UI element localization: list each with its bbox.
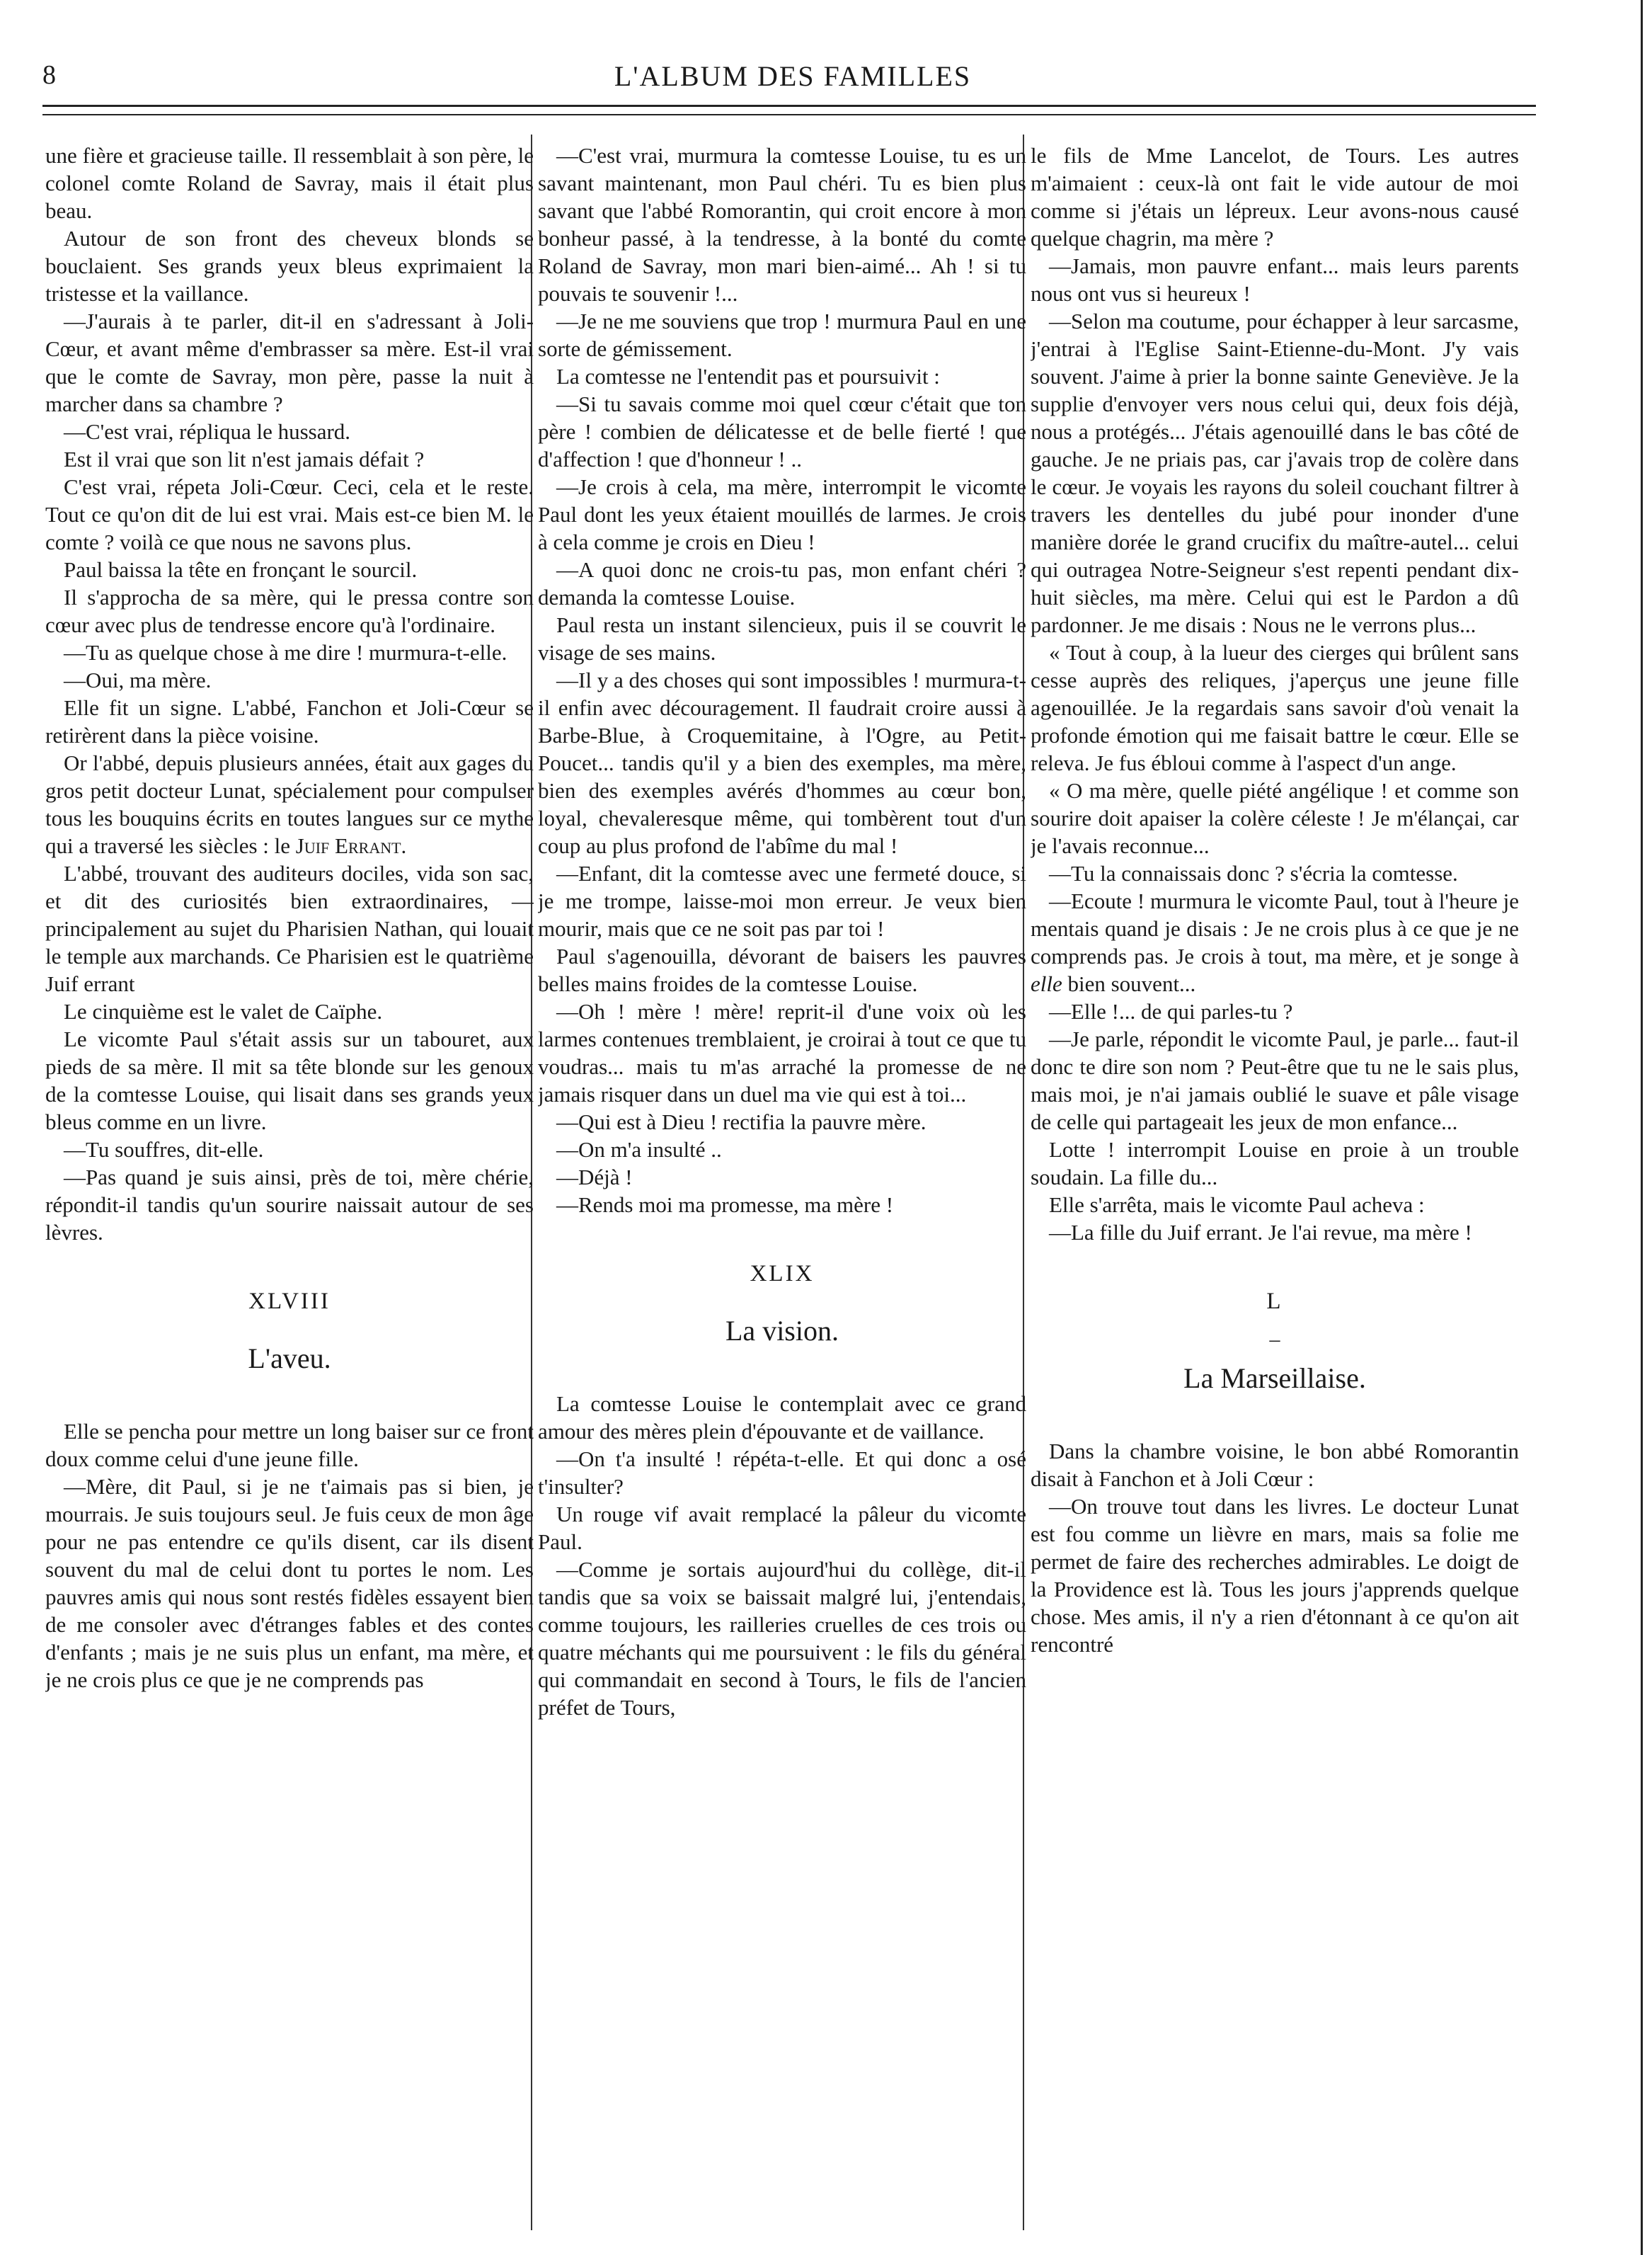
- paragraph: « Tout à coup, à la lueur des cierges qui brûlent sans cesse auprès des reliques, j'aperçus une jeune fille agenouillée. Je la regardais sans savoir d'où venait la profonde émotion qui me faisait battre le cœur. Elle se releva. Je fus ébloui comme à l'aspect d'un ange.: [1031, 640, 1519, 775]
- paragraph: C'est vrai, répeta Joli-Cœur. Ceci, cela et le reste. Tout ce qu'on dit de lui est vrai. Mais est-ce bien M. le comte ? voilà ce que nous ne savons plus.: [45, 474, 534, 554]
- paragraph: [45, 749, 534, 860]
- text-run: bien souvent...: [1062, 971, 1196, 996]
- paragraph: —Tu la connaissais donc ? s'écria la comtesse.: [1049, 861, 1458, 886]
- paragraph: Paul s'agenouilla, dévorant de baisers les pauvres belles mains froides de la comtesse Louise.: [538, 944, 1026, 996]
- column-3: [1031, 142, 1519, 2216]
- paragraph: Le vicomte Paul s'était assis sur un tabouret, aux pieds de sa mère. Il mit sa tête blonde sur les genoux de la comtesse Louise, qui lisait dans ses grands yeux bleus comme en un livre.: [45, 1027, 534, 1134]
- paragraph: —Il y a des choses qui sont impossibles ! murmura-t-il enfin avec découragement. Il faudrait croire aussi à Barbe-Blue, à Croquemitaine, à l'Ogre, au Petit-Poucet... tandis qu'il y a bien des exemples, ma mère, bien des exemples avérés d'hommes au cœur bon, loyal, chevaleresque même, qui tombèrent tout d'un coup au plus profond de l'abîme du mal !: [538, 668, 1026, 858]
- paragraph: —On trouve tout dans les livres. Le docteur Lunat est fou comme un lièvre en mars, mais sa folie me permet de faire des recherches admirables. Le doigt de la Providence est là. Tous les jours j'apprends quelque chose. Mes amis, il n'y a rien d'étonnant à ce qu'on ait rencontré: [1031, 1494, 1519, 1657]
- paragraph: L'abbé, trouvant des auditeurs dociles, vida son sac, et dit des curiosités bien extraordinaires, — principalement au sujet du Pharisien Nathan, qui louait le temple aux marchands. Ce Pharisien est le quatrième Juif errant: [45, 861, 534, 996]
- paragraph: —Déjà !: [556, 1165, 633, 1189]
- paragraph: —La fille du Juif errant. Je l'ai revue, ma mère !: [1049, 1220, 1472, 1245]
- paragraph: [1031, 887, 1519, 998]
- paragraph: —A quoi donc ne crois-tu pas, mon enfant chéri ? demanda la comtesse Louise.: [538, 557, 1026, 610]
- chapter-number: L: [1266, 1289, 1283, 1314]
- paragraph: Le cinquième est le valet de Caïphe.: [64, 999, 383, 1024]
- paragraph: —On m'a insulté ..: [556, 1137, 722, 1162]
- paragraph: —Oui, ma mère.: [64, 668, 212, 692]
- paragraph: —C'est vrai, murmura la comtesse Louise, tu es un savant maintenant, mon Paul chéri. Tu es bien plus savant que l'abbé Romorantin, qui croit encore à mon bonheur passé, à la tendresse, à la bonté du comte Roland de Savray, mon mari bien-aimé... Ah ! si tu pouvais te souvenir !...: [538, 143, 1026, 306]
- paragraph: Dans la chambre voisine, le bon abbé Romorantin disait à Fanchon et à Joli Cœur :: [1031, 1439, 1519, 1491]
- paragraph: La comtesse ne l'entendit pas et poursuivit :: [556, 364, 940, 389]
- paragraph: —Oh ! mère ! mère! reprit-il d'une voix où les larmes contenues tremblaient, je croirai à tout ce que tu voudras... mais tu m'as arraché la promesse de ne jamais risquer dans un duel ma vie qui est à toi...: [538, 999, 1026, 1107]
- chapter-title: La Marseillaise.: [1183, 1362, 1366, 1394]
- paragraph: Elle s'arrêta, mais le vicomte Paul acheva :: [1049, 1192, 1425, 1217]
- paragraph: « O ma mère, quelle piété angélique ! et comme son sourire doit apaiser la colère céleste ! Je m'élançai, car je l'avais reconnue...: [1031, 778, 1519, 858]
- chapter-number: XLIX: [750, 1261, 815, 1286]
- paragraph: —Si tu savais comme moi quel cœur c'était que ton père ! combien de délicatesse et de belle fierté ! que d'affection ! que d'honneur ! ..: [538, 392, 1026, 472]
- paragraph: —Tu as quelque chose à me dire ! murmura-t-elle.: [64, 640, 507, 665]
- chapter-title: L'aveu.: [248, 1342, 331, 1374]
- text-run-italic: elle: [1031, 971, 1062, 996]
- column-2: [538, 142, 1026, 2216]
- paragraph: Elle se pencha pour mettre un long baiser sur ce front doux comme celui d'une jeune fille.: [45, 1419, 534, 1471]
- paragraph: —Qui est à Dieu ! rectifia la pauvre mère.: [556, 1109, 927, 1134]
- paragraph: —Je crois à cela, ma mère, interrompit le vicomte Paul dont les yeux étaient mouillés de larmes. Je crois à cela comme je crois en Dieu !: [538, 474, 1026, 554]
- paragraph: Elle fit un signe. L'abbé, Fanchon et Joli-Cœur se retirèrent dans la pièce voisine.: [45, 695, 534, 748]
- paragraph: —Pas quand je suis ainsi, près de toi, mère chérie, répondit-il tandis qu'un sourire naissait autour de ses lèvres.: [45, 1165, 534, 1245]
- paragraph: —Jamais, mon pauvre enfant... mais leurs parents nous ont vus si heureux !: [1031, 253, 1519, 306]
- paragraph: —Tu souffres, dit-elle.: [64, 1137, 264, 1162]
- text-run: Or l'abbé, depuis plusieurs années, était aux gages du gros petit docteur Lunat, spécialement pour compulser tous les bouquins écrits en toutes langues sur ce mythe qui a traversé les siècles : le: [45, 750, 534, 858]
- paragraph: —C'est vrai, répliqua le hussard.: [64, 419, 351, 444]
- paragraph: —Enfant, dit la comtesse avec une fermeté douce, si je me trompe, laisse-moi mon erreur. Je veux bien mourir, mais que ce ne soit pas par toi !: [538, 861, 1026, 941]
- paragraph: le fils de Mme Lancelot, de Tours. Les autres m'aimaient : ceux-là ont fait le vide autour de moi comme si j'étais un lépreux. Leur avons-nous causé quelque chagrin, ma mère ?: [1031, 143, 1519, 251]
- paragraph: —Elle !... de qui parles-tu ?: [1049, 999, 1293, 1024]
- paragraph: —Je ne me souviens que trop ! murmura Paul en une sorte de gémissement.: [538, 309, 1026, 361]
- paragraph: Autour de son front des cheveux blonds se bouclaient. Ses grands yeux bleus exprimaient la tristesse et la vaillance.: [45, 226, 534, 306]
- paragraph: —Comme je sortais aujourd'hui du collège, dit-il tandis que sa voix se baissait malgré lui, j'entendais, comme toujours, les railleries cruelles de ces trois ou quatre méchants qui me poursuivent : le fils du général qui commandait en second à Tours, le fils de l'ancien préfet de Tours,: [538, 1557, 1026, 1720]
- chapter-ornament: –: [1269, 1328, 1280, 1351]
- paragraph: une fière et gracieuse taille. Il ressemblait à son père, le colonel comte Roland de Savray, mais il était plus beau.: [45, 143, 534, 223]
- publication-title: L'ALBUM DES FAMILLES: [614, 60, 972, 92]
- paragraph: —Je parle, répondit le vicomte Paul, je parle... faut-il donc te dire son nom ? Peut-être que tu ne le sais plus, mais moi, je n'ai jamais oublié le suave et pâle visage de celle qui partageait les jeux de mon enfance...: [1031, 1027, 1519, 1134]
- page-number: 8: [42, 60, 56, 90]
- paragraph: —On t'a insulté ! répéta-t-elle. Et qui donc a osé t'insulter?: [538, 1446, 1026, 1499]
- paragraph: Paul baissa la tête en fronçant le sourcil.: [64, 557, 418, 582]
- column-1: [45, 142, 534, 2216]
- paragraph: —Rends moi ma promesse, ma mère !: [556, 1192, 894, 1217]
- paragraph: Paul resta un instant silencieux, puis il se couvrit le visage de ses mains.: [538, 612, 1026, 665]
- paragraph: —Selon ma coutume, pour échapper à leur sarcasme, j'entrai à l'Eglise Saint-Etienne-du-Mont. J'y vais souvent. J'aime à prier la bonne sainte Geneviève. Je la supplie d'envoyer vers nous celui qui, deux fois déjà, nous a protégés... J'étais agenouillé dans le bas côté de gauche. Je ne priais pas, car j'avais trop de colère dans le cœur. Je voyais les rayons du soleil couchant filtrer à travers les dentelles du jubé pour inonder d'une manière dorée le grand crucifix du maître-autel... celui qui outragea Notre-Seigneur s'est repenti pendant dix-huit siècles, ma mère. Celui qui est le Pardon a dû pardonner. Je me disais : Nous ne le verrons plus...: [1031, 309, 1519, 637]
- chapter-number: XLVIII: [248, 1289, 331, 1314]
- paragraph: La comtesse Louise le contemplait avec ce grand amour des mères plein d'épouvante et de vaillance.: [538, 1391, 1026, 1444]
- running-header: [42, 59, 1543, 98]
- paragraph: Est il vrai que son lit n'est jamais défait ?: [64, 447, 425, 472]
- paragraph: —Mère, dit Paul, si je ne t'aimais pas si bien, je mourrais. Je suis toujours seul. Je fuis ceux de mon âge pour ne pas entendre ce qu'ils disent, car ils disent souvent du mal de celui dont tu portes le nom. Les pauvres amis qui nous sont restés fidèles essayent bien de me consoler avec d'étranges fables et des contes d'enfants ; mais je ne suis plus un enfant, ma mère, et je ne crois plus ce que je ne comprends pas: [45, 1474, 534, 1692]
- text-run: Juif Errant: [295, 833, 401, 858]
- text-run: —Ecoute ! murmura le vicomte Paul, tout à l'heure je mentais quand je disais : Je ne crois plus à ce que je ne comprends pas. Je crois à tout, ma mère, et je songe à: [1031, 889, 1519, 969]
- text-run: .: [401, 833, 407, 858]
- paragraph: Il s'approcha de sa mère, qui le pressa contre son cœur avec plus de tendresse encore qu'à l'ordinaire.: [45, 585, 534, 637]
- page-edge: [1641, 0, 1643, 2255]
- paragraph: —J'aurais à te parler, dit-il en s'adressant à Joli-Cœur, et avant même d'embrasser sa mère. Est-il vrai que le comte de Savray, mon père, passe la nuit à marcher dans sa chambre ?: [45, 309, 534, 416]
- chapter-title: La vision.: [725, 1315, 839, 1347]
- paragraph: Un rouge vif avait remplacé la pâleur du vicomte Paul.: [538, 1502, 1026, 1554]
- paragraph: Lotte ! interrompit Louise en proie à un trouble soudain. La fille du...: [1031, 1137, 1519, 1189]
- header-rule: [42, 105, 1536, 115]
